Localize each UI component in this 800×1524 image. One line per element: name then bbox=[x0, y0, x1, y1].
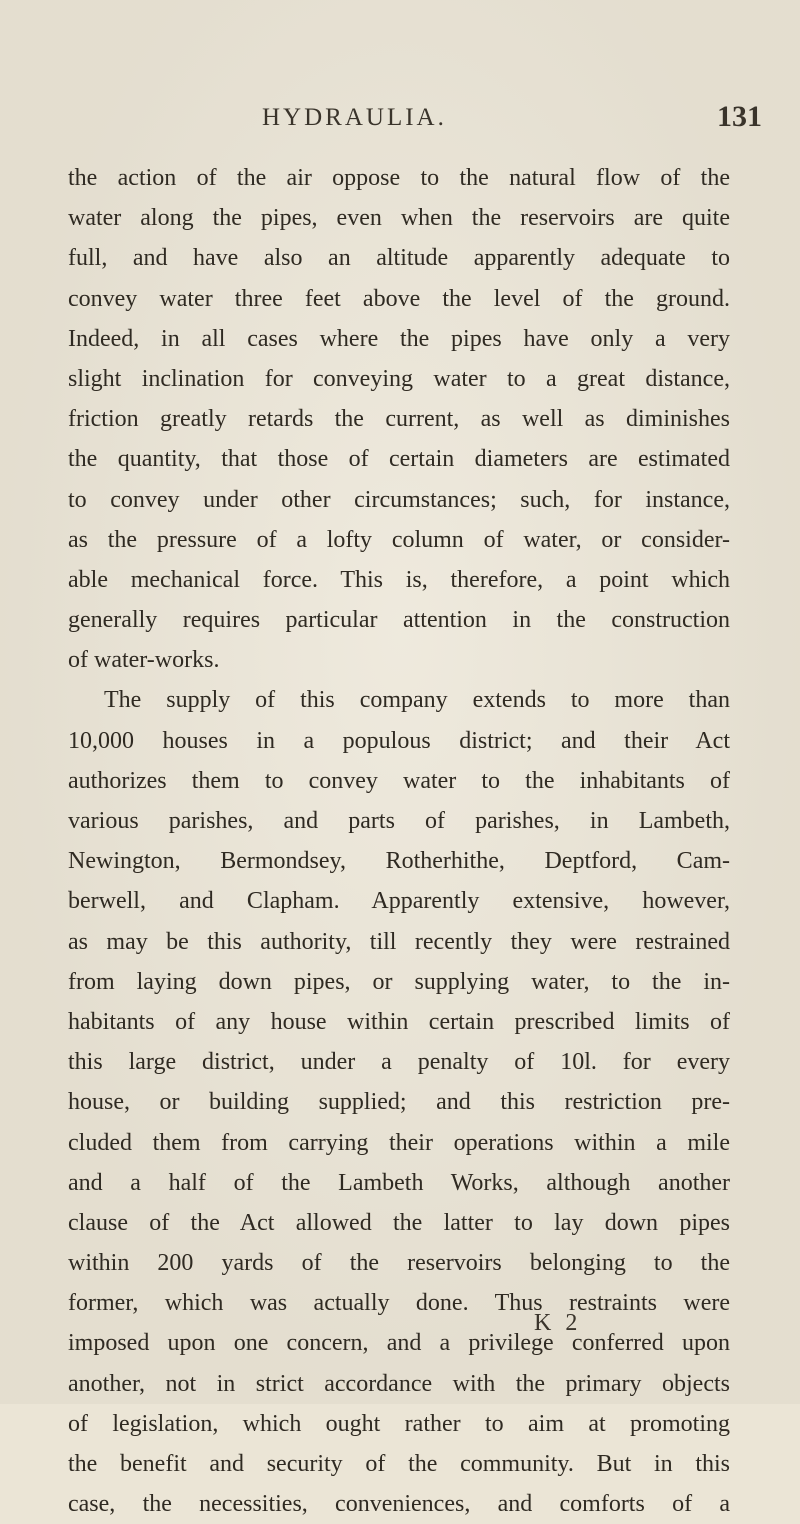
text-line: slight inclination for conveying water to a great distance, bbox=[68, 365, 730, 392]
text-line: and a half of the Lambeth Works, although another bbox=[68, 1169, 730, 1196]
text-line: full, and have also an altitude apparently adequate to bbox=[68, 245, 730, 272]
body-text bbox=[68, 158, 730, 1524]
text-line: former, which was actually done. Thus restraints were bbox=[68, 1290, 730, 1317]
signature-mark: K 2 bbox=[534, 1310, 582, 1336]
text-line: Indeed, in all cases where the pipes have only a very bbox=[68, 325, 730, 352]
text-line: generally requires particular attention in the construction bbox=[68, 607, 730, 634]
text-line: the quantity, that those of certain diameters are estimated bbox=[68, 446, 730, 473]
text-line: of legislation, which ought rather to aim at promoting bbox=[68, 1410, 730, 1437]
text-line: Newington, Bermondsey, Rotherhithe, Deptford, Cam- bbox=[68, 848, 730, 875]
text-line: various parishes, and parts of parishes, in Lambeth, bbox=[68, 808, 730, 834]
text-line: authorizes them to convey water to the inhabitants of bbox=[68, 767, 730, 794]
page-number: 131 bbox=[717, 100, 762, 133]
text-line: water along the pipes, even when the reservoirs are quite bbox=[68, 205, 730, 232]
text-line: berwell, and Clapham. Apparently extensive, however, bbox=[68, 888, 730, 915]
text-line: another, not in strict accordance with the primary objects bbox=[68, 1370, 730, 1397]
text-line: clause of the Act allowed the latter to lay down pipes bbox=[68, 1209, 730, 1236]
text-line: to convey under other circumstances; such, for instance, bbox=[68, 486, 730, 513]
text-line: cluded them from carrying their operations within a mile bbox=[68, 1129, 730, 1156]
text-line: case, the necessities, conveniences, and comforts of a bbox=[68, 1491, 730, 1518]
text-line: habitants of any house within certain prescribed limits of bbox=[68, 1008, 730, 1035]
text-line: the benefit and security of the community. But in this bbox=[68, 1451, 730, 1477]
text-line: within 200 yards of the reservoirs belonging to the bbox=[68, 1250, 730, 1277]
running-title: HYDRAULIA. bbox=[262, 104, 447, 131]
running-head bbox=[0, 100, 800, 140]
paragraph-start-line: The supply of this company extends to more than bbox=[104, 687, 730, 714]
text-line: house, or building supplied; and this restriction pre- bbox=[68, 1089, 730, 1116]
text-line: from laying down pipes, or supplying water, to the in- bbox=[68, 968, 730, 995]
text-line: 10,000 houses in a populous district; and their Act bbox=[68, 727, 730, 754]
text-line: able mechanical force. This is, therefore, a point which bbox=[68, 566, 730, 593]
text-line: as may be this authority, till recently they were restrained bbox=[68, 928, 730, 955]
text-line: the action of the air oppose to the natural flow of the bbox=[68, 165, 730, 191]
text-line: as the pressure of a lofty column of water, or consider- bbox=[68, 526, 730, 553]
text-line: friction greatly retards the current, as well as diminishes bbox=[68, 406, 730, 433]
text-line: imposed upon one concern, and a privilege conferred upon bbox=[68, 1330, 730, 1357]
text-line: convey water three feet above the level of the ground. bbox=[68, 285, 730, 312]
paragraph-end-line: of water-works. bbox=[68, 647, 220, 674]
text-line: this large district, under a penalty of 10l. for every bbox=[68, 1049, 730, 1076]
